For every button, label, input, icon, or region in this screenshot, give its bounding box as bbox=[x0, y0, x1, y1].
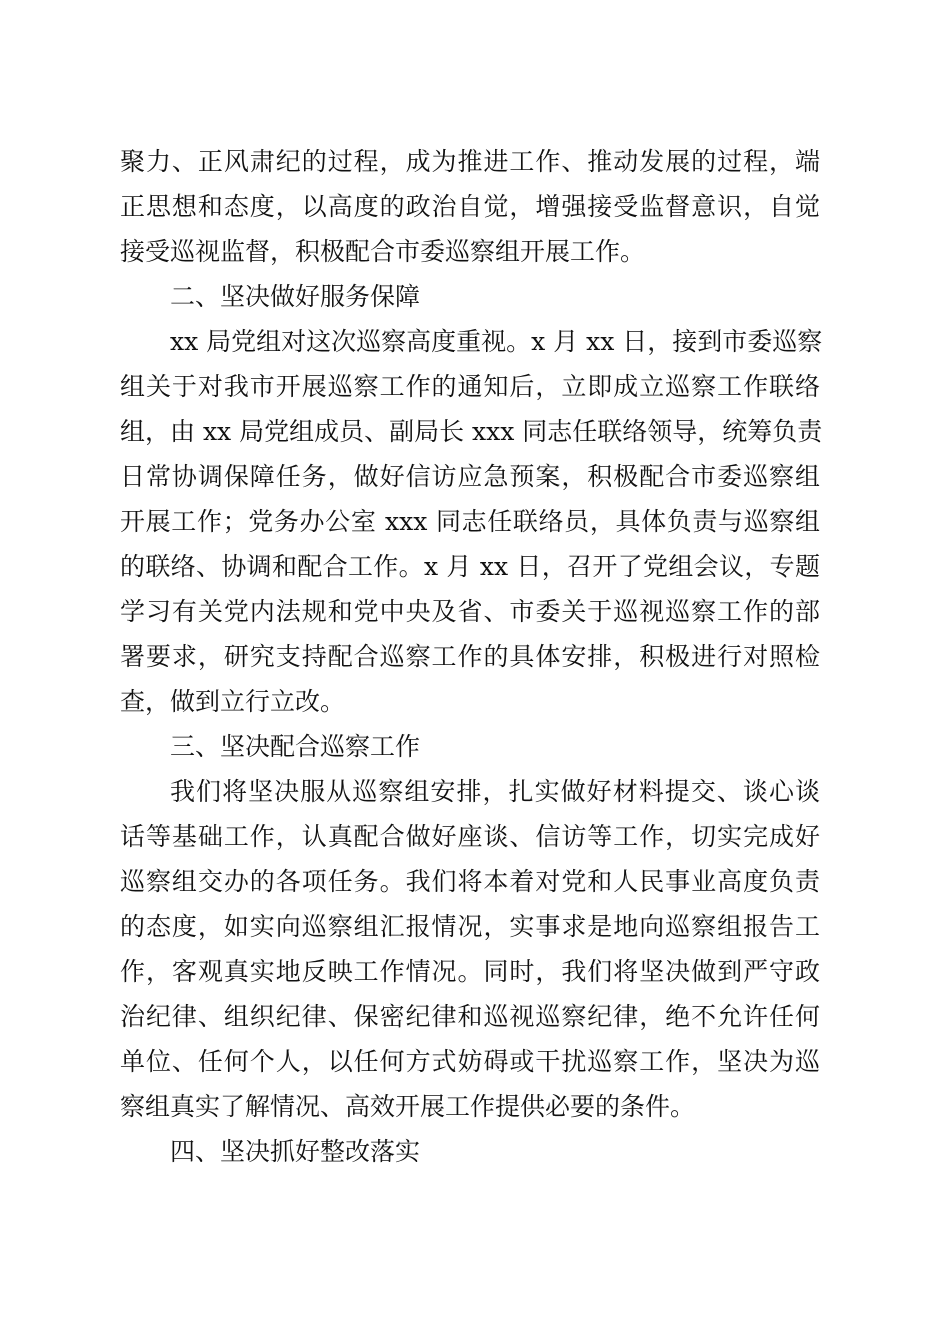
paragraph-line: 日常协调保障任务，做好信访应急预案，积极配合市委巡察组 bbox=[120, 462, 820, 491]
paragraph-line: xx 局党组对这次巡察高度重视。x 月 xx 日，接到市委巡察 bbox=[170, 327, 823, 356]
paragraph-line: 巡察组交办的各项任务。我们将本着对党和人民事业高度负责 bbox=[120, 867, 820, 896]
paragraph-line: 查，做到立行立改。 bbox=[120, 687, 346, 716]
paragraph-line: 的态度，如实向巡察组汇报情况，实事求是地向巡察组报告工 bbox=[120, 912, 820, 941]
paragraph-line: 作，客观真实地反映工作情况。同时，我们将坚决做到严守政 bbox=[120, 957, 820, 986]
paragraph-line: 组，由 xx 局党组成员、副局长 xxx 同志任联络领导，统筹负责 bbox=[120, 417, 823, 446]
paragraph-line: 学习有关党内法规和党中央及省、市委关于巡视巡察工作的部 bbox=[120, 597, 820, 626]
paragraph-line: 组关于对我市开展巡察工作的通知后，立即成立巡察工作联络 bbox=[120, 372, 820, 401]
paragraph-line: 正思想和态度，以高度的政治自觉，增强接受监督意识，自觉 bbox=[120, 192, 820, 221]
paragraph-line: 接受巡视监督，积极配合市委巡察组开展工作。 bbox=[120, 237, 646, 266]
paragraph-line: 开展工作；党务办公室 xxx 同志任联络员，具体负责与巡察组 bbox=[120, 507, 820, 536]
paragraph-line: 的联络、协调和配合工作。x 月 xx 日，召开了党组会议，专题 bbox=[120, 552, 820, 581]
paragraph-line: 我们将坚决服从巡察组安排，扎实做好材料提交、谈心谈 bbox=[170, 777, 820, 806]
section-heading-2: 二、坚决做好服务保障 bbox=[170, 282, 421, 311]
paragraph-line: 治纪律、组织纪律、保密纪律和巡视巡察纪律，绝不允许任何 bbox=[120, 1002, 820, 1031]
paragraph-line: 话等基础工作，认真配合做好座谈、信访等工作，切实完成好 bbox=[120, 822, 820, 851]
paragraph-line: 署要求，研究支持配合巡察工作的具体安排，积极进行对照检 bbox=[120, 642, 820, 671]
section-heading-3: 三、坚决配合巡察工作 bbox=[170, 732, 421, 761]
section-heading-4: 四、坚决抓好整改落实 bbox=[170, 1137, 421, 1166]
paragraph-line: 聚力、正风肃纪的过程，成为推进工作、推动发展的过程，端 bbox=[120, 147, 820, 176]
paragraph-line: 单位、任何个人，以任何方式妨碍或干扰巡察工作，坚决为巡 bbox=[120, 1047, 820, 1076]
paragraph-line: 察组真实了解情况、高效开展工作提供必要的条件。 bbox=[120, 1092, 696, 1121]
